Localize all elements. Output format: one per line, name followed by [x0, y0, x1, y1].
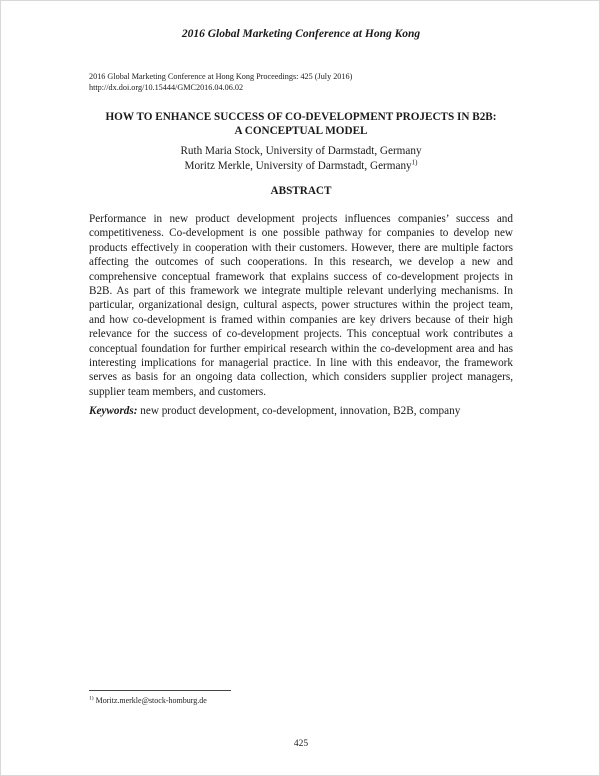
- footnote-marker: 1): [411, 158, 418, 167]
- keywords-label: Keywords:: [89, 405, 138, 417]
- author-list: [61, 144, 541, 174]
- author-affiliation: Ruth Maria Stock, University of Darmstadt, Germany: [180, 145, 422, 157]
- footnote-divider: [89, 690, 231, 691]
- paper-title: [61, 110, 541, 138]
- keywords: [89, 404, 519, 418]
- page-number: 425: [293, 739, 309, 749]
- keywords-text: new product development, co-development, innovation, B2B, company: [140, 405, 461, 417]
- title-line-2: A CONCEPTUAL MODEL: [234, 125, 368, 137]
- abstract-heading: ABSTRACT: [270, 185, 332, 197]
- abstract-body: Performance in new product development projects influences companies’ success and competitiveness. Co-development is one possible pathway for companies to develop new products effectively in cooperation with their customers. However, there are multiple factors affecting the outcomes of such cooperations. In this research, we develop a new and comprehensive conceptual framework that explains success of co-development projects in B2B. As part of this framework we integrate multiple relevant underlying mechanisms. In particular, organizational design, cultural aspects, power structures within the project team, and how co-development is framed within companies are key drivers because of their high relevance for the success of co-development projects. This conceptual work contributes a conceptual foundation for further empirical research within the co-development area and has interesting implications for managerial practice. In line with this endeavor, the framework serves as basis for an ongoing data collection, which considers supplier project managers, supplier team members, and customers.: [89, 213, 513, 398]
- footnote: [89, 696, 207, 706]
- doi-link[interactable]: http://dx.doi.org/10.15444/GMC2016.04.06.02: [89, 82, 244, 92]
- proceedings-line: 2016 Global Marketing Conference at Hong Kong Proceedings: 425 (July 2016): [89, 72, 353, 81]
- footnote-marker: 1): [89, 695, 94, 702]
- running-header: 2016 Global Marketing Conference at Hong Kong: [181, 28, 421, 40]
- title-line-1: HOW TO ENHANCE SUCCESS OF CO-DEVELOPMENT PROJECTS IN B2B:: [105, 111, 497, 123]
- author-affiliation: Moritz Merkle, University of Darmstadt, Germany: [184, 160, 412, 172]
- footnote-email[interactable]: Moritz.merkle@stock-homburg.de: [95, 696, 207, 705]
- publication-info: [89, 72, 352, 93]
- author-line: [61, 159, 541, 174]
- author-line: [61, 144, 541, 159]
